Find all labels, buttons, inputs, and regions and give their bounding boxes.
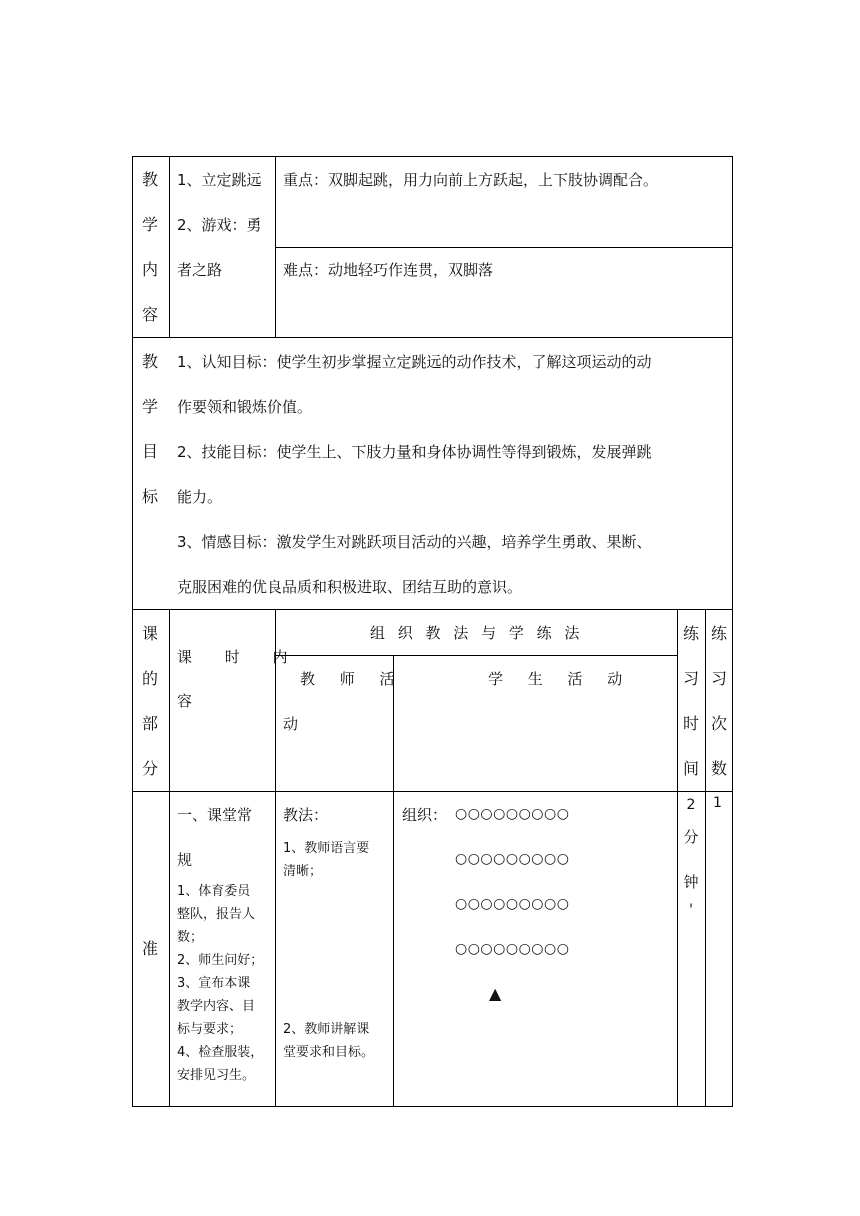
count-header-char: 次 bbox=[710, 714, 727, 733]
routine-item-line: 1、体育委员 bbox=[177, 884, 251, 899]
goal-line: 克服困难的优良品质和积极进取、团结互助的意识。 bbox=[177, 578, 523, 596]
methods-header: 组 织 教 法 与 学 练 法 bbox=[370, 624, 584, 642]
content-label-char: 教 bbox=[141, 170, 158, 189]
routine-title-line2: 规 bbox=[177, 851, 193, 869]
formation-row: ○○○○○○○○○ bbox=[455, 806, 570, 822]
prep-time-char: 2 bbox=[686, 797, 696, 813]
methods-time-divider bbox=[677, 609, 678, 1107]
label-column-divider-lower bbox=[169, 609, 170, 1107]
routine-title-line1: 一、课堂常 bbox=[177, 806, 253, 824]
content-header-line1: 课 时 内 bbox=[177, 648, 302, 666]
goal-line: 1、认知目标：使学生初步掌握立定跳远的动作技术，了解这项运动的动 bbox=[177, 353, 652, 371]
goal-line: 2、技能目标：使学生上、下肢力量和身体协调性等得到锻炼，发展弹跳 bbox=[177, 443, 652, 461]
prep-time-char: 钟 bbox=[683, 873, 699, 891]
content-column-divider bbox=[275, 156, 276, 338]
content-item-2-line2: 者之路 bbox=[177, 261, 223, 279]
routine-item-line: 4、检查服装， bbox=[177, 1045, 264, 1060]
count-header-char: 习 bbox=[710, 669, 727, 688]
time-header-char: 间 bbox=[682, 759, 699, 778]
count-header-char: 练 bbox=[710, 624, 727, 643]
teacher-item-1-line1: 1、教师语言要 bbox=[283, 841, 370, 856]
goals-label-char: 学 bbox=[141, 397, 158, 416]
teacher-student-divider bbox=[393, 655, 394, 1107]
content-item-1: 1、立定跳远 bbox=[177, 171, 262, 189]
prep-time-char: ' bbox=[689, 902, 693, 918]
table-right-border bbox=[732, 156, 733, 1107]
key-difficult-divider bbox=[275, 247, 733, 248]
organization-label: 组织： bbox=[402, 806, 448, 824]
content-header-line2: 容 bbox=[177, 692, 193, 710]
teacher-item-2-line2: 堂要求和目标。 bbox=[283, 1045, 375, 1060]
goal-line: 作要领和锻炼价值。 bbox=[177, 398, 313, 416]
difficult-point-text: 难点：动地轻巧作连贯，双脚落 bbox=[283, 261, 494, 279]
routine-item-line: 标与要求； bbox=[177, 1022, 243, 1037]
content-column-divider-lower bbox=[275, 609, 276, 1107]
methods-sub-divider bbox=[275, 655, 677, 656]
label-column-divider bbox=[169, 156, 170, 338]
routine-item-line: 安排见习生。 bbox=[177, 1068, 256, 1083]
routine-item-line: 数； bbox=[177, 930, 204, 945]
prep-part-label: 准 bbox=[141, 939, 158, 958]
part-header-char: 课 bbox=[141, 624, 158, 643]
key-point-text: 重点：双脚起跳，用力向前上方跃起，上下肢协调配合。 bbox=[283, 171, 659, 189]
formation-row: ○○○○○○○○○ bbox=[455, 896, 570, 912]
part-header-char: 分 bbox=[141, 759, 158, 778]
count-header-char: 数 bbox=[710, 759, 727, 778]
time-header-char: 练 bbox=[682, 624, 699, 643]
table-top-border bbox=[132, 156, 733, 157]
part-header-char: 的 bbox=[141, 669, 158, 688]
table-bottom-border bbox=[132, 1106, 733, 1107]
goals-label-char: 标 bbox=[141, 487, 158, 506]
formation-row: ○○○○○○○○○ bbox=[455, 941, 570, 957]
routine-item-line: 3、宣布本课 bbox=[177, 976, 251, 991]
student-activity-header: 学 生 活 动 bbox=[488, 670, 633, 688]
routine-item-line: 教学内容、目 bbox=[177, 999, 256, 1014]
teacher-activity-header-line2: 动 bbox=[283, 715, 299, 733]
time-count-divider bbox=[705, 609, 706, 1107]
goals-header-divider bbox=[132, 609, 733, 610]
content-label-char: 学 bbox=[141, 215, 158, 234]
goals-label-char: 目 bbox=[141, 442, 158, 461]
part-header-char: 部 bbox=[141, 714, 158, 733]
content-label-char: 容 bbox=[141, 305, 158, 324]
teacher-item-2-line1: 2、教师讲解课 bbox=[283, 1022, 370, 1037]
table-left-border bbox=[132, 156, 133, 1107]
goals-label-char: 教 bbox=[141, 352, 158, 371]
content-goals-divider bbox=[132, 337, 733, 338]
time-header-char: 时 bbox=[682, 714, 699, 733]
formation-row: ○○○○○○○○○ bbox=[455, 851, 570, 867]
goal-line: 3、情感目标：激发学生对跳跃项目活动的兴趣，培养学生勇敢、果断、 bbox=[177, 533, 652, 551]
content-item-2-line1: 2、游戏：勇 bbox=[177, 216, 262, 234]
teacher-method-title: 教法： bbox=[283, 806, 329, 824]
header-prep-divider bbox=[132, 791, 733, 792]
teacher-item-1-line2: 清晰； bbox=[283, 864, 323, 879]
routine-item-line: 2、师生问好； bbox=[177, 953, 264, 968]
time-header-char: 习 bbox=[682, 669, 699, 688]
prep-time-char: 分 bbox=[683, 828, 699, 846]
prep-practice-count: 1 bbox=[713, 795, 722, 811]
goal-line: 能力。 bbox=[177, 488, 223, 506]
content-label-char: 内 bbox=[141, 260, 158, 279]
teacher-activity-header-line1: 教 师 活 bbox=[300, 670, 405, 688]
teacher-position-marker: ▲ bbox=[489, 984, 502, 1003]
routine-item-line: 整队，报告人 bbox=[177, 907, 256, 922]
